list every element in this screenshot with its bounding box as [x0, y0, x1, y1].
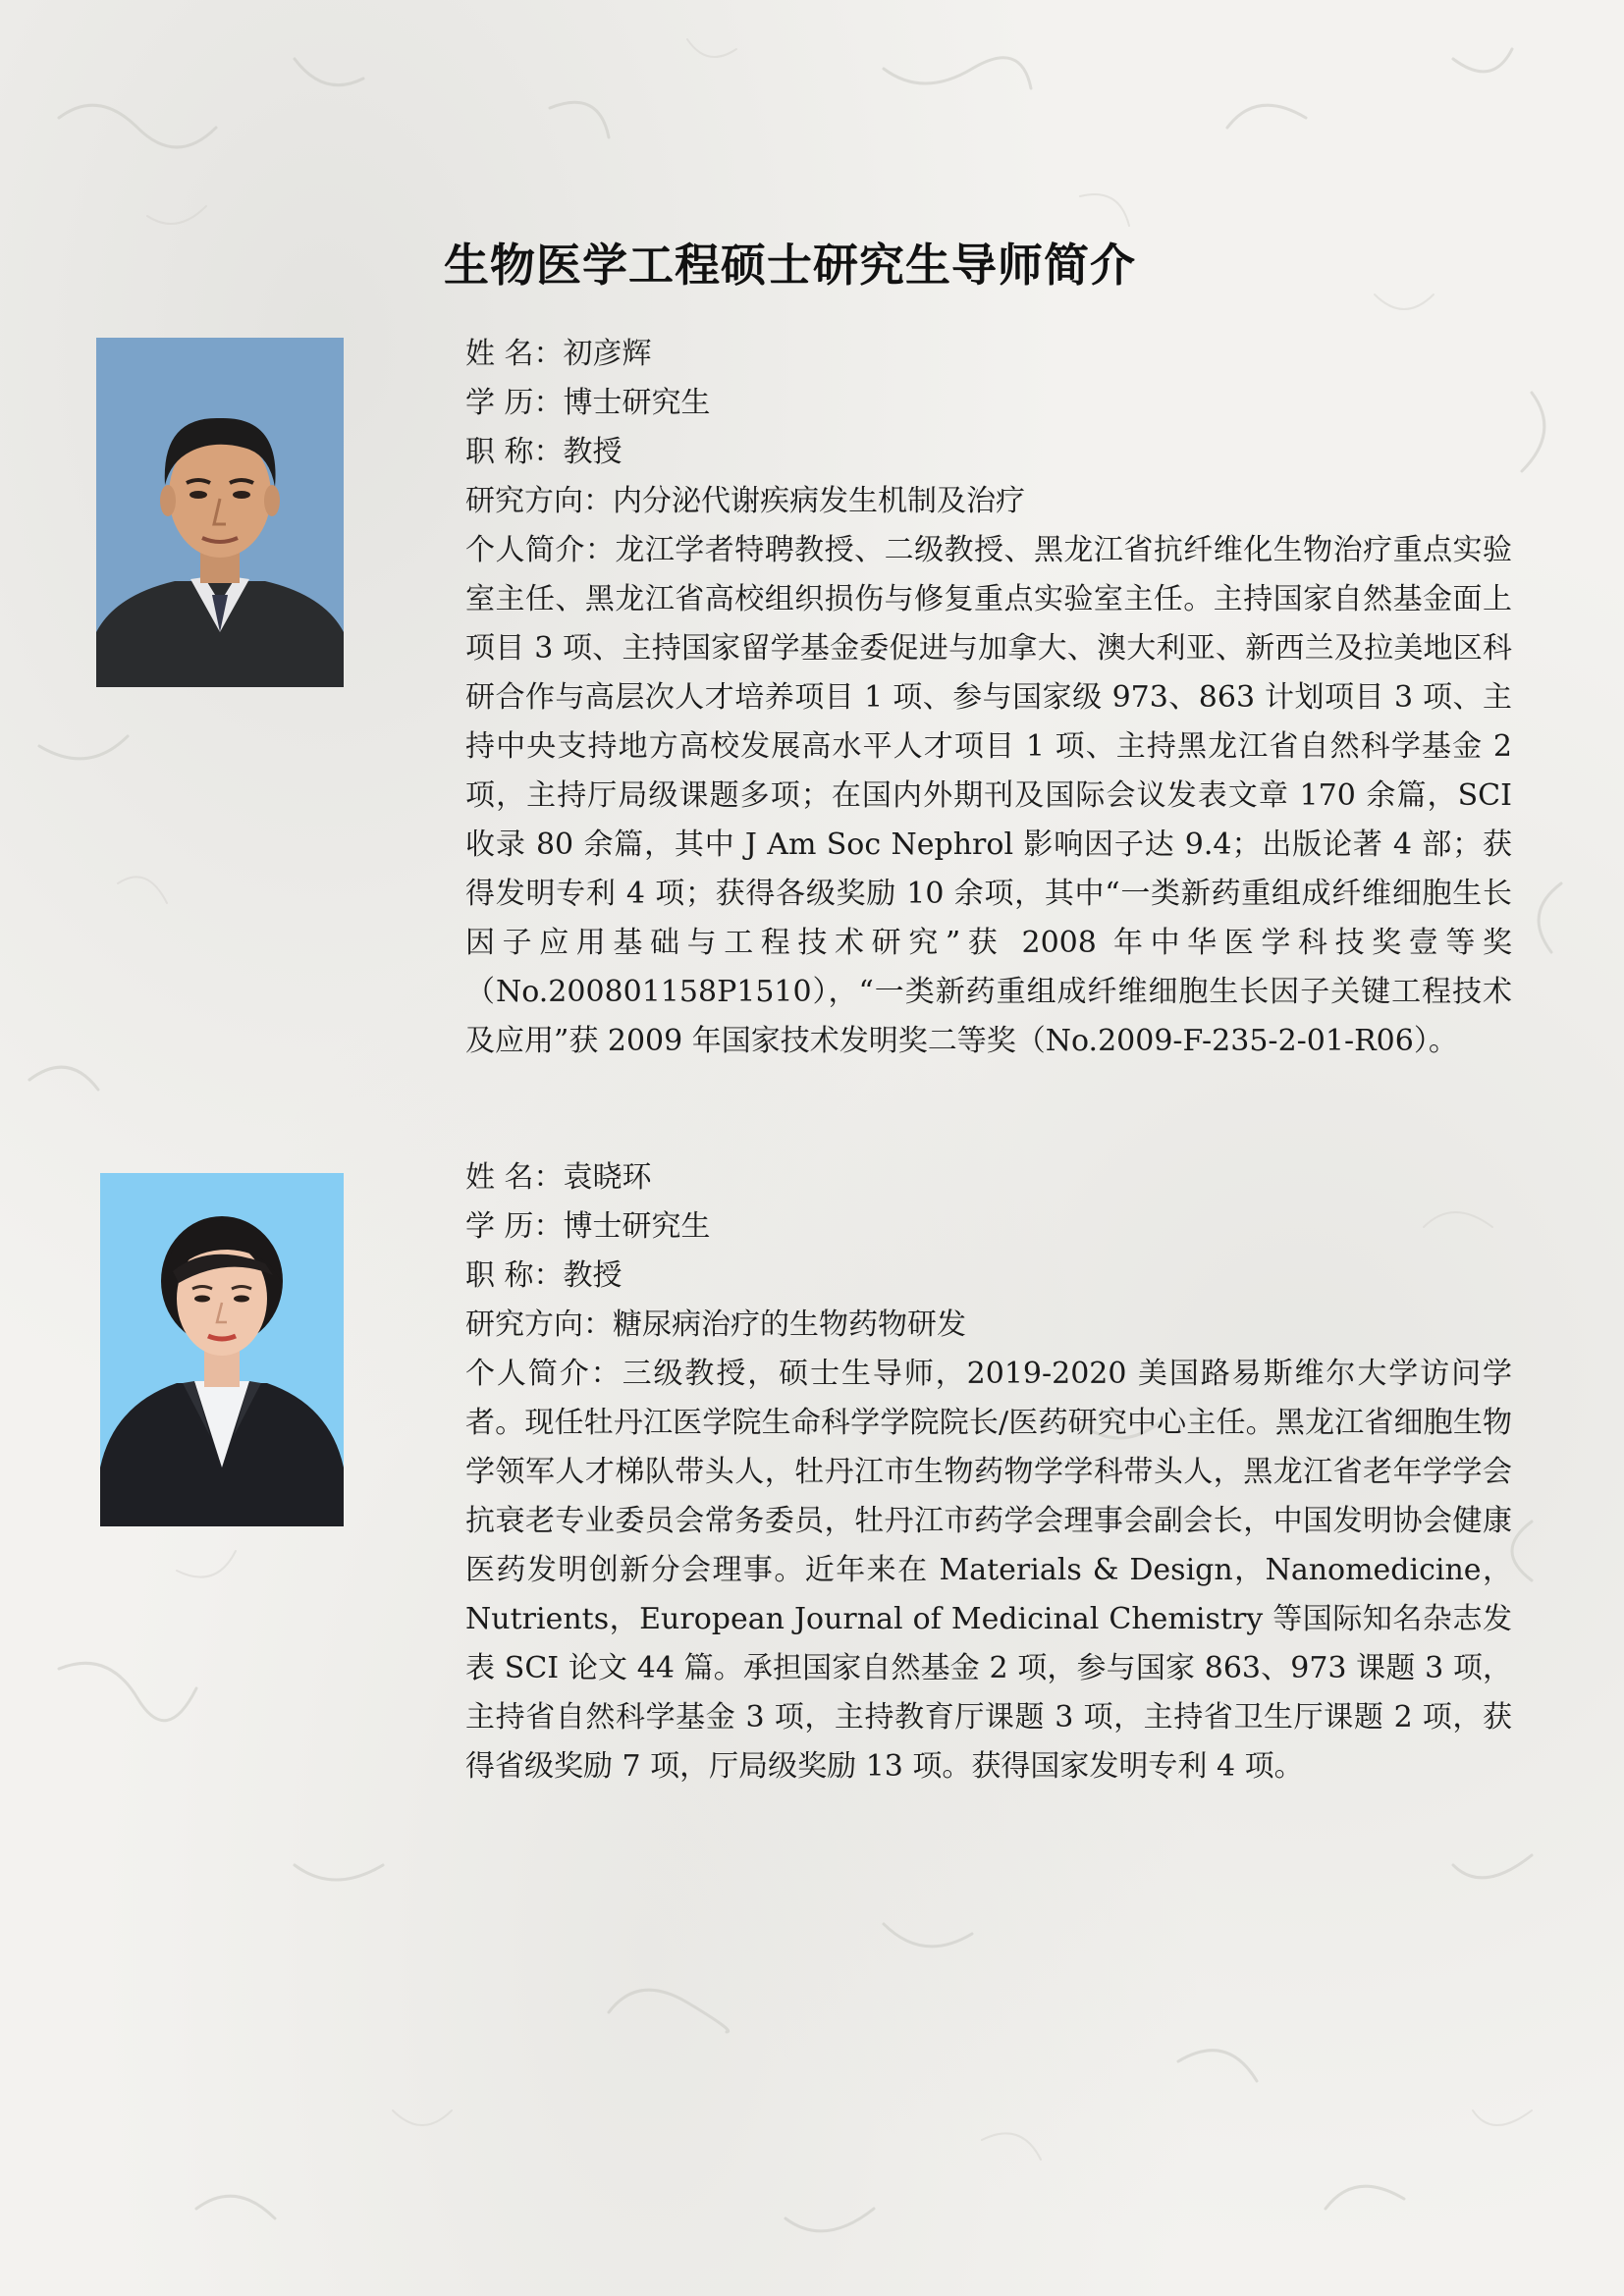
name-value: 袁晓环: [563, 1160, 652, 1195]
mentor-photo-2: [100, 1173, 344, 1526]
research-value: 糖尿病治疗的生物药物研发: [613, 1308, 966, 1342]
mentor-profile-2: [465, 1153, 1512, 1791]
research-row: [465, 1301, 1512, 1350]
bio-text: 三级教授，硕士生导师，2019-2020 美国路易斯维尔大学访问学者。现任牡丹江医学院生命科学学院院长/医药研究中心主任。黑龙江省细胞生物学领军人才梯队带头人，牡丹江市生物药物学学科带头人，黑龙江省老年学学会抗衰老专业委员会常务委员，牡丹江市药学会理事会副会长，中国发明协会健康医药发明创新分会理事。近年来在 Materials & Design，Nanomedicine，Nutrients，European Journal of Medicinal Chemistry 等国际知名杂志发表 SCI 论文 44 篇。承担国家自然基金 2 项，参与国家 863、973 课题 3 项，主持省自然科学基金 3 项，主持教育厅课题 3 项，主持省卫生厅课题 2 项，获得省级奖励 7 项，厅局级奖励 13 项。获得国家发明专利 4 项。: [465, 1357, 1512, 1784]
mentor-photo-1: [96, 338, 344, 687]
name-label: 姓 名：: [465, 337, 564, 371]
degree-row: [465, 379, 1512, 428]
title-label: 职 称：: [465, 1258, 564, 1293]
research-row: [465, 477, 1512, 526]
degree-label: 学 历：: [465, 386, 564, 420]
mentor-portrait-2: [100, 1173, 344, 1526]
degree-label: 学 历：: [465, 1209, 564, 1244]
mentor-portrait-1: [96, 338, 344, 687]
title-row: [465, 1252, 1512, 1301]
research-label: 研究方向：: [465, 484, 613, 518]
bio-paragraph: [465, 1350, 1512, 1791]
title-value: 教授: [563, 435, 623, 469]
degree-value: 博士研究生: [563, 386, 711, 420]
name-value: 初彦辉: [563, 337, 652, 371]
name-row: [465, 330, 1512, 379]
title-row: [465, 428, 1512, 477]
name-label: 姓 名：: [465, 1160, 564, 1195]
mentor-profile-1: [465, 330, 1512, 1066]
research-value: 内分泌代谢疾病发生机制及治疗: [613, 484, 1025, 518]
page-title: 生物医学工程硕士研究生导师简介: [444, 239, 1136, 292]
bio-paragraph: [465, 526, 1512, 1066]
degree-row: [465, 1202, 1512, 1252]
name-row: [465, 1153, 1512, 1202]
research-label: 研究方向：: [465, 1308, 613, 1342]
bio-label: 个人简介：: [465, 1357, 623, 1391]
title-value: 教授: [563, 1258, 623, 1293]
bio-label: 个人简介：: [465, 533, 616, 567]
bio-text: 龙江学者特聘教授、二级教授、黑龙江省抗纤维化生物治疗重点实验室主任、黑龙江省高校组织损伤与修复重点实验室主任。主持国家自然基金面上项目 3 项、主持国家留学基金委促进与加拿大、澳大利亚、新西兰及拉美地区科研合作与高层次人才培养项目 1 项、参与国家级 973、863 计划项目 3 项、主持中央支持地方高校发展高水平人才项目 1 项、主持黑龙江省自然科学基金 2 项，主持厅局级课题多项；在国内外期刊及国际会议发表文章 170 余篇，SCI 收录 80 余篇，其中 J Am Soc Nephrol 影响因子达 9.4；出版论著 4 部；获得发明专利 4 项；获得各级奖励 10 余项，其中“一类新药重组成纤维细胞生长因子应用基础与工程技术研究”获 2008 年中华医学科技奖壹等奖（No.200801158P1510），“一类新药重组成纤维细胞生长因子关键工程技术及应用”获 2009 年国家技术发明奖二等奖（No.2009-F-235-2-01-R06）。: [465, 533, 1513, 1058]
title-label: 职 称：: [465, 435, 564, 469]
degree-value: 博士研究生: [563, 1209, 711, 1244]
